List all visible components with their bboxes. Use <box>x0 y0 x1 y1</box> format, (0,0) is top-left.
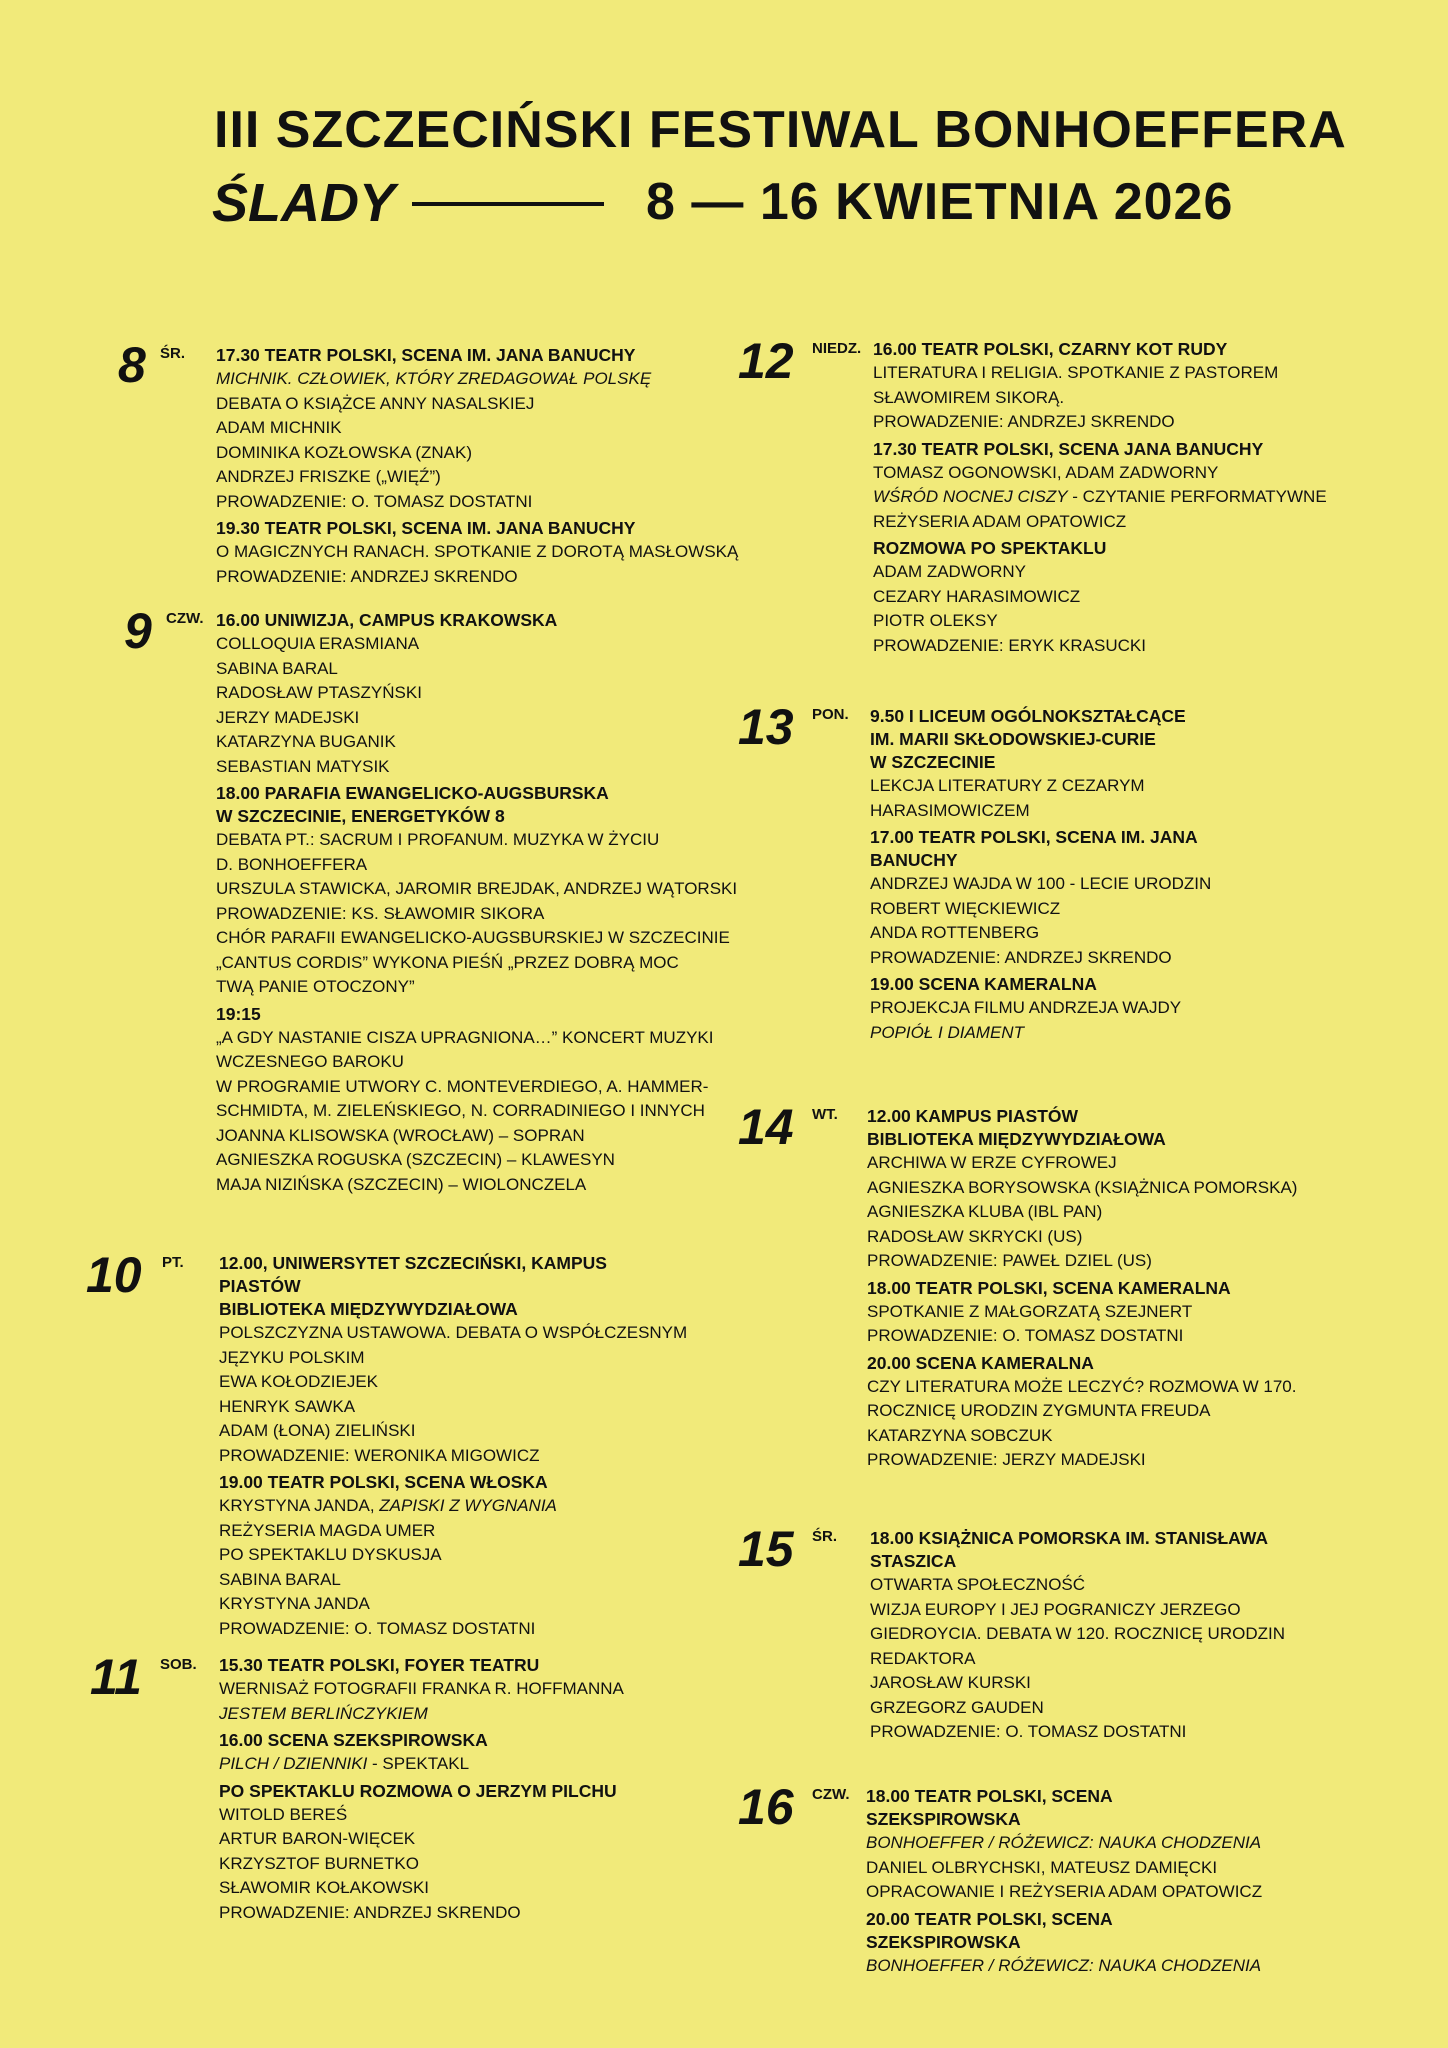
event-line: JERZY MADEJSKI <box>216 707 360 727</box>
event <box>216 517 738 589</box>
event-line: PROWADZENIE: ANDRZEJ SKRENDO <box>219 1902 521 1922</box>
event-line-italic: PILCH / DZIENNIKI <box>219 1754 368 1773</box>
day-events <box>219 1250 687 1644</box>
event-line: SCHMIDTA, M. ZIELEŃSKIEGO, N. CORRADINIEGO I INNYCH <box>216 1101 705 1120</box>
event-heading: 17.30 TEATR POLSKI, SCENA IM. JANA BANUCHY <box>216 345 636 365</box>
event-line: PROWADZENIE: WERONIKA MIGOWICZ <box>219 1445 540 1465</box>
event-line: PROWADZENIE: ANDRZEJ SKRENDO <box>216 566 518 586</box>
event <box>219 1780 624 1926</box>
event-line: LEKCJA LITERATURY Z CEZARYM <box>870 776 1145 795</box>
event-line: DEBATA PT.: SACRUM I PROFANUM. MUZYKA W ŻYCIU <box>216 830 660 849</box>
event <box>866 1785 1262 1905</box>
event-heading-cont: BIBLIOTEKA MIĘDZYWYDZIAŁOWA <box>219 1299 518 1319</box>
day-number: 11 <box>90 1649 142 1705</box>
day-events <box>870 703 1211 1048</box>
event <box>219 1252 687 1468</box>
event-line: TWĄ PANIE OTOCZONY” <box>216 977 415 996</box>
day-number: 9 <box>124 603 152 659</box>
day-weekday: CZW. <box>812 1786 850 1803</box>
event-heading: 16.00 TEATR POLSKI, CZARNY KOT RUDY <box>873 339 1228 359</box>
event-line <box>219 1494 687 1519</box>
event-line: „CANTUS CORDIS” WYKONA PIEŚŃ „PRZEZ DOBRĄ MOC <box>216 952 679 972</box>
event-heading-cont: IM. MARII SKŁODOWSKIEJ-CURIE <box>870 729 1156 749</box>
event-line: WERNISAŻ FOTOGRAFII FRANKA R. HOFFMANNA <box>219 1679 624 1698</box>
event-line: ANDA ROTTENBERG <box>870 923 1040 942</box>
event-line: HARASIMOWICZEM <box>870 800 1030 820</box>
event-line: WIZJA EUROPY I JEJ POGRANICZY JERZEGO <box>870 1599 1241 1619</box>
event <box>870 826 1211 970</box>
day-number: 10 <box>86 1247 142 1303</box>
event-line: PROWADZENIE: PAWEŁ DZIEL (US) <box>867 1251 1152 1270</box>
event <box>873 438 1327 535</box>
event-line: PO SPEKTAKLU DYSKUSJA <box>219 1545 442 1564</box>
event <box>873 338 1327 435</box>
event-heading: 20.00 SCENA KAMERALNA <box>867 1352 1094 1373</box>
event-line: ANDRZEJ FRISZKE („WIĘŹ”) <box>216 467 441 486</box>
event-line: CHÓR PARAFII EWANGELICKO-AUGSBURSKIEJ W SZCZECINIE <box>216 928 730 947</box>
event-line: PROWADZENIE: ANDRZEJ SKRENDO <box>870 947 1172 967</box>
event-line: CEZARY HARASIMOWICZ <box>873 586 1081 606</box>
event-heading-cont: BANUCHY <box>870 850 958 870</box>
event-line: ADAM ZADWORNY <box>873 562 1026 581</box>
event-line: KATARZYNA SOBCZUK <box>867 1425 1053 1445</box>
day-weekday: ŚR. <box>160 345 186 362</box>
event-heading: 15.30 TEATR POLSKI, FOYER TEATRU <box>219 1655 540 1675</box>
event <box>867 1105 1297 1274</box>
event-line: MICHNIK. CZŁOWIEK, KTÓRY ZREDAGOWAŁ POLSKĘ <box>216 369 652 388</box>
day-number: 8 <box>118 337 146 393</box>
event-line: SŁAWOMIR KOŁAKOWSKI <box>219 1878 430 1897</box>
day-number: 13 <box>738 699 794 755</box>
event-line: AGNIESZKA KLUBA (IBL PAN) <box>867 1202 1103 1221</box>
event-heading-cont: STASZICA <box>870 1551 957 1571</box>
event <box>219 1654 624 1726</box>
event-line: REDAKTORA <box>870 1648 976 1668</box>
event-line: AGNIESZKA ROGUSKA (SZCZECIN) – KLAWESYN <box>216 1150 615 1169</box>
event-line: PROJEKCJA FILMU ANDRZEJA WAJDY <box>870 998 1182 1017</box>
event-line: JESTEM BERLIŃCZYKIEM <box>219 1703 428 1723</box>
event-line: JOANNA KLISOWSKA (WROCŁAW) – SOPRAN <box>216 1125 585 1145</box>
day-weekday: PON. <box>812 706 849 723</box>
event-line: PROWADZENIE: JERZY MADEJSKI <box>867 1450 1146 1469</box>
event-line: RADOSŁAW SKRYCKI (US) <box>867 1226 1083 1246</box>
event <box>867 1352 1297 1473</box>
event-heading-cont: W SZCZECINIE, ENERGETYKÓW 8 <box>216 806 505 826</box>
festival-dates: 8 — 16 KWIETNIA 2026 <box>646 173 1234 231</box>
event <box>870 1527 1285 1745</box>
event-line: ADAM (ŁONA) ZIELIŃSKI <box>219 1421 416 1440</box>
event-line: ROCZNICĘ URODZIN ZYGMUNTA FREUDA <box>867 1401 1211 1420</box>
event-heading: 18.00 TEATR POLSKI, SCENA KAMERALNA <box>867 1277 1231 1298</box>
event-line: RADOSŁAW PTASZYŃSKI <box>216 683 422 702</box>
event-line: CZY LITERATURA MOŻE LECZYĆ? ROZMOWA W 170. <box>867 1376 1297 1396</box>
event-line-text: KRYSTYNA JANDA, <box>219 1496 380 1515</box>
event-line: REŻYSERIA ADAM OPATOWICZ <box>873 511 1127 531</box>
event-line: „A GDY NASTANIE CISZA UPRAGNIONA…” KONCERT MUZYKI <box>216 1027 714 1047</box>
event-heading: ROZMOWA PO SPEKTAKLU <box>873 538 1107 558</box>
event-line: PIOTR OLEKSY <box>873 611 998 630</box>
event-line: OTWARTA SPOŁECZNOŚĆ <box>870 1575 1086 1594</box>
event-line: LITERATURA I RELIGIA. SPOTKANIE Z PASTOREM <box>873 363 1279 382</box>
event-line: PROWADZENIE: O. TOMASZ DOSTATNI <box>867 1326 1184 1345</box>
event-line: KATARZYNA BUGANIK <box>216 732 396 751</box>
day-weekday: NIEDZ. <box>812 340 862 357</box>
day-weekday: ŚR. <box>812 1528 838 1545</box>
event-line: URSZULA STAWICKA, JAROMIR BREJDAK, ANDRZEJ WĄTORSKI <box>216 879 738 898</box>
event-line: W PROGRAMIE UTWORY C. MONTEVERDIEGO, A. HAMMER- <box>216 1076 709 1096</box>
event-line: ARCHIWA W ERZE CYFROWEJ <box>867 1153 1117 1172</box>
day-number: 12 <box>738 333 794 389</box>
day-events <box>867 1103 1297 1476</box>
event-line-italic: ZAPISKI Z WYGNANIA <box>379 1496 557 1515</box>
event-line-italic: WŚRÓD NOCNEJ CISZY <box>873 487 1068 506</box>
day-weekday: PT. <box>162 1254 184 1271</box>
event-line: POLSZCZYZNA USTAWOWA. DEBATA O WSPÓŁCZESNYM <box>219 1323 688 1342</box>
event-heading-cont: W SZCZECINIE <box>870 752 996 772</box>
event-line-text: - SPEKTAKL <box>367 1754 470 1773</box>
event-line: PROWADZENIE: ANDRZEJ SKRENDO <box>873 412 1175 431</box>
day-events <box>866 1783 1262 1981</box>
event-line <box>873 485 1327 510</box>
event-heading: 9.50 I LICEUM OGÓLNOKSZTAŁCĄCE <box>870 706 1186 726</box>
event <box>216 609 737 779</box>
event-line: JAROSŁAW KURSKI <box>870 1673 1031 1692</box>
event-heading: 18.00 TEATR POLSKI, SCENA SZEKSPIROWSKA <box>866 1786 1113 1829</box>
event-line: AGNIESZKA BORYSOWSKA (KSIĄŻNICA POMORSKA) <box>867 1177 1298 1197</box>
event-line: KRZYSZTOF BURNETKO <box>219 1853 419 1873</box>
event-heading: 20.00 TEATR POLSKI, SCENA SZEKSPIROWSKA <box>866 1908 1113 1952</box>
event-heading: 18.00 PARAFIA EWANGELICKO-AUGSBURSKA <box>216 783 609 803</box>
event-line <box>219 1752 624 1777</box>
day-events <box>870 1525 1285 1748</box>
event-line: GIEDROYCIA. DEBATA W 120. ROCZNICĘ URODZIN <box>870 1624 1285 1643</box>
event-line: PROWADZENIE: O. TOMASZ DOSTATNI <box>870 1722 1187 1741</box>
event-line: PROWADZENIE: O. TOMASZ DOSTATNI <box>216 491 533 511</box>
day-events <box>216 342 738 592</box>
event-line: DOMINIKA KOZŁOWSKA (ZNAK) <box>216 442 472 462</box>
event-heading-cont: BIBLIOTEKA MIĘDZYWYDZIAŁOWA <box>867 1129 1166 1149</box>
event-heading: 12.00, UNIWERSYTET SZCZECIŃSKI, KAMPUS PIASTÓW <box>219 1253 607 1296</box>
day-weekday: WT. <box>812 1106 838 1123</box>
festival-title: III SZCZECIŃSKI FESTIWAL BONHOEFFERA <box>214 101 1347 159</box>
event <box>219 1471 687 1641</box>
event-line: WCZESNEGO BAROKU <box>216 1052 404 1071</box>
event <box>216 1003 737 1198</box>
event-line: EWA KOŁODZIEJEK <box>219 1372 379 1391</box>
event <box>219 1729 624 1777</box>
event-line: D. BONHOEFFERA <box>216 854 368 874</box>
event-line: JĘZYKU POLSKIM <box>219 1347 365 1367</box>
event-heading: 17.30 TEATR POLSKI, SCENA JANA BANUCHY <box>873 438 1264 459</box>
day-number: 14 <box>738 1099 794 1155</box>
day-events <box>216 607 737 1200</box>
event-heading: 17.00 TEATR POLSKI, SCENA IM. JANA <box>870 827 1198 847</box>
event <box>873 537 1327 658</box>
event-line: SPOTKANIE Z MAŁGORZATĄ SZEJNERT <box>867 1301 1193 1321</box>
event-line: MAJA NIZIŃSKA (SZCZECIN) – WIOLONCZELA <box>216 1174 587 1194</box>
event-line: TOMASZ OGONOWSKI, ADAM ZADWORNY <box>873 462 1219 482</box>
event-line: DANIEL OLBRYCHSKI, MATEUSZ DAMIĘCKI <box>866 1857 1218 1877</box>
event-line-text: - CZYTANIE PERFORMATYWNE <box>1067 487 1327 506</box>
event-line: WITOLD BEREŚ <box>219 1804 348 1824</box>
header-dash-line <box>412 202 604 206</box>
event-line: KRYSTYNA JANDA <box>219 1594 370 1613</box>
day-weekday: SOB. <box>160 1656 197 1673</box>
event-line: BONHOEFFER / RÓŻEWICZ: NAUKA CHODZENIA <box>866 1833 1262 1852</box>
event <box>866 1908 1262 1979</box>
event-line: BONHOEFFER / RÓŻEWICZ: NAUKA CHODZENIA <box>866 1955 1262 1975</box>
event-heading: 19:15 <box>216 1003 261 1024</box>
event-heading: 16.00 UNIWIZJA, CAMPUS KRAKOWSKA <box>216 610 558 630</box>
event-line: PROWADZENIE: KS. SŁAWOMIR SIKORA <box>216 903 545 923</box>
event-heading: 16.00 SCENA SZEKSPIROWSKA <box>219 1730 488 1750</box>
event <box>867 1277 1297 1349</box>
event-line: GRZEGORZ GAUDEN <box>870 1697 1044 1717</box>
event-line: POPIÓŁ I DIAMENT <box>870 1022 1024 1042</box>
day-number: 15 <box>738 1521 794 1577</box>
event-line: HENRYK SAWKA <box>219 1396 356 1416</box>
event-line: ARTUR BARON-WIĘCEK <box>219 1829 416 1848</box>
event-line: REŻYSERIA MAGDA UMER <box>219 1520 436 1540</box>
day-events <box>873 336 1327 661</box>
festival-subtitle: ŚLADY <box>212 173 396 233</box>
day-events <box>219 1652 624 1928</box>
event-line: SŁAWOMIREM SIKORĄ. <box>873 387 1065 407</box>
event-heading: 12.00 KAMPUS PIASTÓW <box>867 1106 1079 1126</box>
event-line: SEBASTIAN MATYSIK <box>216 756 390 776</box>
event-line: ROBERT WIĘCKIEWICZ <box>870 898 1061 918</box>
event-line: PROWADZENIE: ERYK KRASUCKI <box>873 635 1146 655</box>
event <box>870 705 1211 823</box>
day-number: 16 <box>738 1779 794 1835</box>
event <box>216 782 737 1000</box>
event-line: ANDRZEJ WAJDA W 100 - LECIE URODZIN <box>870 874 1212 893</box>
event-line: O MAGICZNYCH RANACH. SPOTKANIE Z DOROTĄ MASŁOWSKĄ <box>216 542 739 561</box>
event-heading: 19.30 TEATR POLSKI, SCENA IM. JANA BANUCHY <box>216 518 636 538</box>
event <box>216 344 738 514</box>
event <box>870 973 1211 1045</box>
event-heading: 19.00 TEATR POLSKI, SCENA WŁOSKA <box>219 1472 548 1492</box>
event-line: DEBATA O KSIĄŻCE ANNY NASALSKIEJ <box>216 393 535 413</box>
day-weekday: CZW. <box>166 610 204 627</box>
event-line: SABINA BARAL <box>216 658 338 678</box>
event-heading: PO SPEKTAKLU ROZMOWA O JERZYM PILCHU <box>219 1780 617 1801</box>
event-line: SABINA BARAL <box>219 1569 341 1589</box>
event-line: PROWADZENIE: O. TOMASZ DOSTATNI <box>219 1618 536 1638</box>
event-line: COLLOQUIA ERASMIANA <box>216 634 420 653</box>
event-line: OPRACOWANIE I REŻYSERIA ADAM OPATOWICZ <box>866 1882 1263 1901</box>
event-heading: 18.00 KSIĄŻNICA POMORSKA IM. STANISŁAWA <box>870 1528 1269 1548</box>
event-line: ADAM MICHNIK <box>216 418 342 437</box>
event-heading: 19.00 SCENA KAMERALNA <box>870 974 1097 994</box>
